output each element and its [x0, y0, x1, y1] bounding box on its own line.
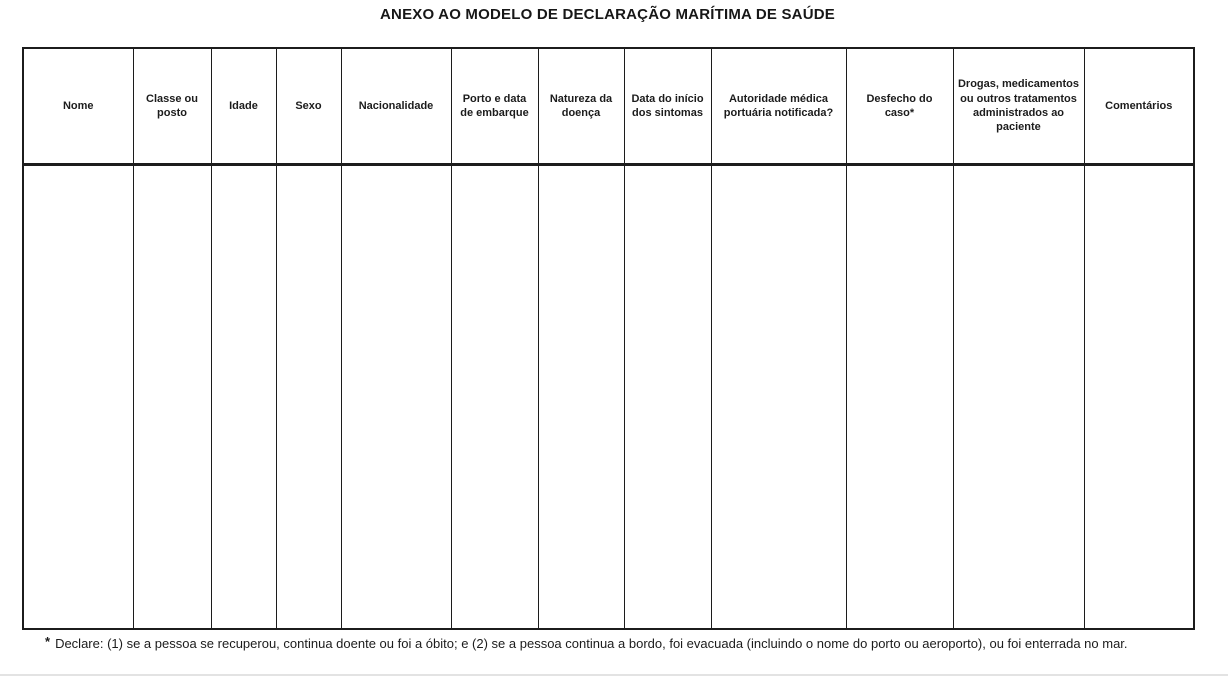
cell-idade [211, 165, 276, 630]
cell-sexo [276, 165, 341, 630]
column-header-drogas-medicamentos: Drogas, medicamentos ou outros tratamentos administrados ao paciente [953, 48, 1084, 165]
table-header-row [23, 48, 1194, 165]
column-header-sexo: Sexo [276, 48, 341, 165]
column-header-natureza-doenca: Natureza da doença [538, 48, 624, 165]
column-header-autoridade-medica: Autoridade médica portuária notificada? [711, 48, 846, 165]
table-body [23, 165, 1194, 630]
column-header-nacionalidade: Nacionalidade [341, 48, 451, 165]
cell-autoridade-medica [711, 165, 846, 630]
page-title: ANEXO AO MODELO DE DECLARAÇÃO MARÍTIMA DE SAÚDE [380, 6, 835, 23]
cell-comentarios [1084, 165, 1194, 630]
scan-edge-line [0, 674, 1228, 676]
cell-classe-ou-posto [133, 165, 211, 630]
table-row [23, 165, 1194, 630]
column-header-desfecho-caso: Desfecho do caso* [846, 48, 953, 165]
footnote [45, 631, 1195, 655]
footnote-asterisk: * [45, 634, 51, 649]
cell-nacionalidade [341, 165, 451, 630]
cell-data-inicio-sintomas [624, 165, 711, 630]
cell-porto-data-embarque [451, 165, 538, 630]
cell-desfecho-caso [846, 165, 953, 630]
footnote-text: Declare: (1) se a pessoa se recuperou, continua doente ou foi a óbito; e (2) se a pessoa continua a bordo, foi evacuada (incluindo o nome do porto ou aeroporto), ou foi enterrada no mar. [55, 636, 1128, 651]
cell-nome [23, 165, 133, 630]
column-header-data-inicio-sintomas: Data do início dos sintomas [624, 48, 711, 165]
cell-natureza-doenca [538, 165, 624, 630]
column-header-porto-data-embarque: Porto e data de embarque [451, 48, 538, 165]
column-header-comentarios: Comentários [1084, 48, 1194, 165]
column-header-idade: Idade [211, 48, 276, 165]
cell-drogas-medicamentos [953, 165, 1084, 630]
column-header-classe-ou-posto: Classe ou posto [133, 48, 211, 165]
column-header-nome: Nome [23, 48, 133, 165]
health-declaration-annex-table [22, 47, 1195, 630]
